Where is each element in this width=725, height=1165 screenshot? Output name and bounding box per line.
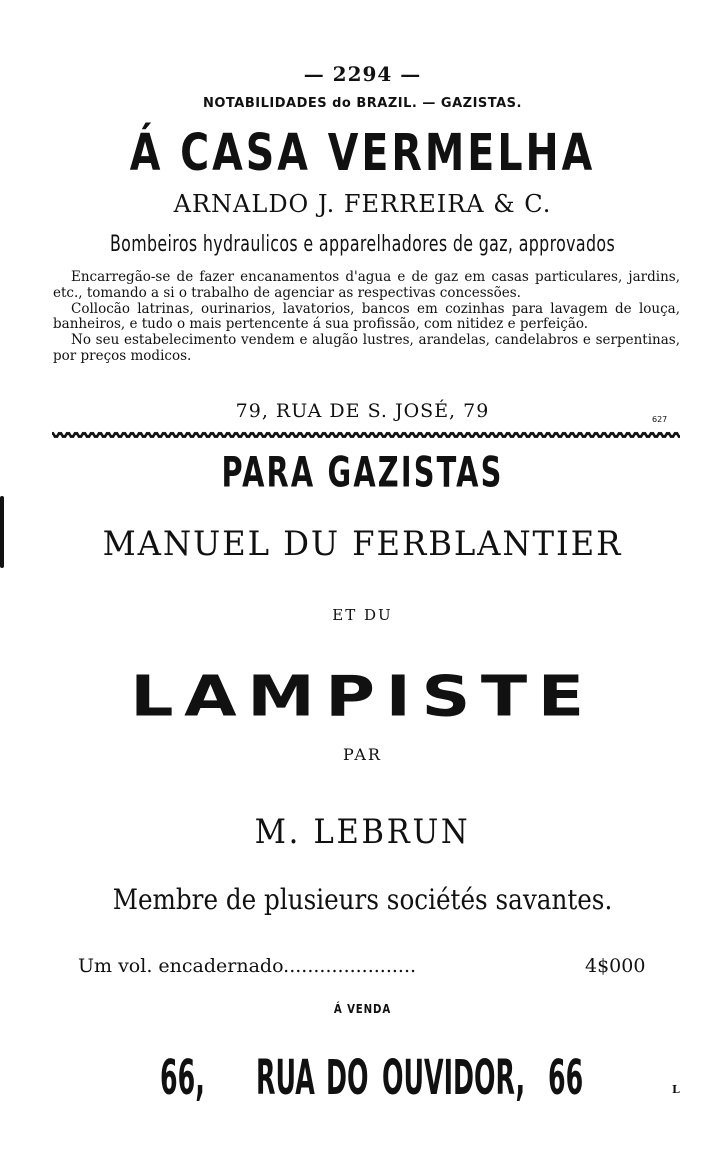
ad2-price-value: 4$000 bbox=[585, 955, 646, 977]
page-number: — 2294 — bbox=[303, 62, 422, 86]
ad2-book-title-line2: ET DU bbox=[332, 606, 393, 624]
ad1-reference-number: 627 bbox=[652, 415, 668, 424]
ad1-address: 79, RUA DE S. JOSÉ, 79 bbox=[235, 400, 490, 422]
ad2-book-title-line1: MANUEL DU FERBLANTIER bbox=[102, 524, 623, 564]
ad1-body bbox=[53, 270, 680, 365]
ad2-sale-label: Á VENDA bbox=[333, 1002, 392, 1016]
ad1-paragraph-2: Collocão latrinas, ourinarios, lavatorios, bancos em cozinhas para lavagem de louça, banheiros, e tudo o mais pertencente á sua profissão, com nitidez e perfeição. bbox=[53, 300, 680, 333]
ad1-firm-name: ARNALDO J. FERREIRA & C. bbox=[173, 190, 552, 218]
wavy-divider bbox=[52, 430, 680, 440]
ad2-par: PAR bbox=[343, 745, 382, 764]
ad1-trade-line: Bombeiros hydraulicos e apparelhadores de gaz, approvados bbox=[109, 232, 616, 257]
ad2-address-rua: RUA bbox=[256, 1048, 315, 1106]
ad2-address-do: DO bbox=[326, 1048, 369, 1106]
ad2-address-number-1: 66, bbox=[160, 1048, 205, 1106]
running-header: NOTABILIDADES do BRAZIL. — GAZISTAS. bbox=[203, 96, 522, 111]
ad2-title: PARA GAZISTAS bbox=[221, 448, 504, 498]
scan-edge-mark bbox=[0, 496, 4, 568]
ad2-price-label: Um vol. encadernado...................... bbox=[78, 955, 417, 977]
ad1-paragraph-1: Encarregão-se de fazer encanamentos d'agua e de gaz em casas particulares, jardins, etc., tomando a si o trabalho de agenciar as respectivas concessões. bbox=[53, 269, 680, 301]
corner-mark: L bbox=[672, 1083, 680, 1096]
ad2-address-ouvidor: OUVIDOR, bbox=[382, 1048, 526, 1106]
ad2-membership: Membre de plusieurs sociétés savantes. bbox=[112, 883, 613, 916]
ad1-title: Á CASA VERMELHA bbox=[129, 124, 596, 183]
ad1-paragraph-3: No seu estabelecimento vendem e alugão lustres, arandelas, candelabros e serpentinas, por preços modicos. bbox=[53, 332, 680, 364]
ad2-address-number-2: 66 bbox=[548, 1048, 584, 1106]
ad2-book-title-line3: LAMPISTE bbox=[130, 664, 595, 730]
ad2-author: M. LEBRUN bbox=[254, 812, 471, 852]
